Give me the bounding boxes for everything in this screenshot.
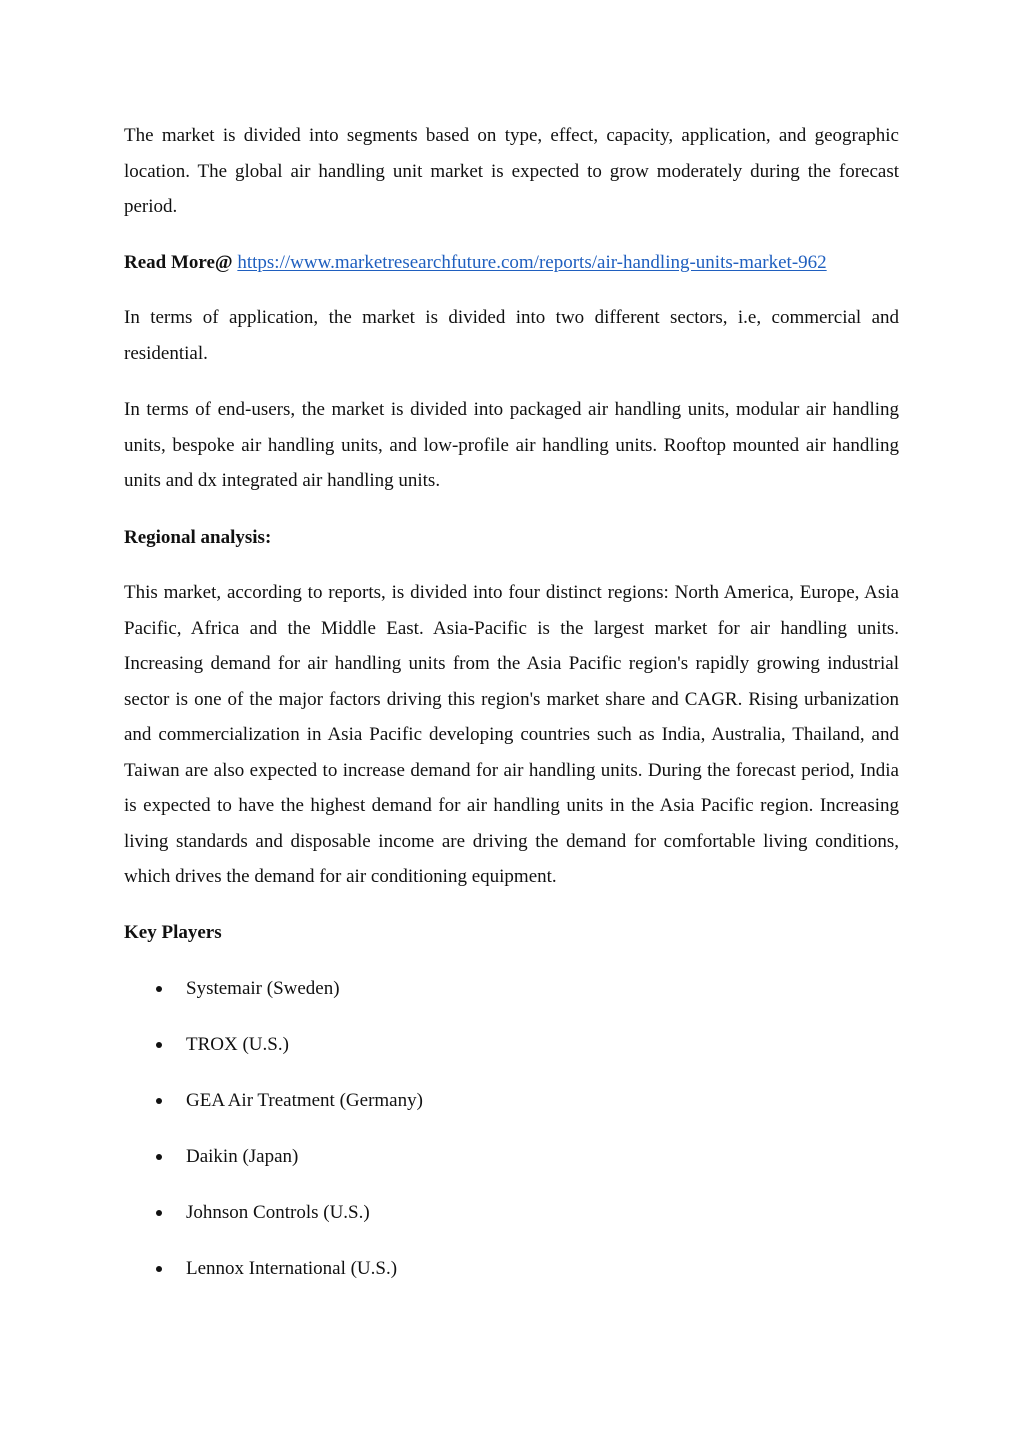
bullet-icon <box>156 1098 162 1104</box>
list-item <box>124 1251 899 1287</box>
list-item <box>124 1195 899 1231</box>
key-players-heading: Key Players <box>124 921 222 943</box>
bullet-icon <box>156 1042 162 1048</box>
regional-analysis-heading: Regional analysis: <box>124 526 272 548</box>
player-name: Systemair (Sweden) <box>186 977 340 999</box>
report-link[interactable]: https://www.marketresearchfuture.com/reports/air-handling-units-market-962 <box>237 251 827 273</box>
player-name: Daikin (Japan) <box>186 1145 299 1167</box>
list-item <box>124 1139 899 1175</box>
list-item <box>124 1027 899 1063</box>
bullet-icon <box>156 1210 162 1216</box>
bullet-icon <box>156 986 162 992</box>
read-more-label: Read More@ <box>124 251 233 273</box>
bullet-icon <box>156 1154 162 1160</box>
read-more-line <box>124 245 899 281</box>
list-item <box>124 1083 899 1119</box>
document-page <box>124 118 899 1286</box>
intro-paragraph: The market is divided into segments based on type, effect, capacity, application, and geographic location. The global air handling unit market is expected to grow moderately during the forecast period. <box>124 125 899 217</box>
key-players-list <box>124 971 899 1287</box>
player-name: GEA Air Treatment (Germany) <box>186 1089 423 1111</box>
player-name: Lennox International (U.S.) <box>186 1257 398 1279</box>
player-name: Johnson Controls (U.S.) <box>186 1201 370 1223</box>
bullet-icon <box>156 1266 162 1272</box>
regional-analysis-paragraph: This market, according to reports, is divided into four distinct regions: North America, Europe, Asia Pacific, Africa and the Middle East. Asia-Pacific is the largest market for air handling units. Increasing demand for air handling units from the Asia Pacific region's rapidly growing industrial sector is one of the major factors driving this region's market share and CAGR. Rising urbanization and commercialization in Asia Pacific developing countries such as India, Australia, Thailand, and Taiwan are also expected to increase demand for air handling units. During the forecast period, India is expected to have the highest demand for air handling units in the Asia Pacific region. Increasing living standards and disposable income are driving the demand for comfortable living conditions, which drives the demand for air conditioning equipment. <box>124 582 899 887</box>
list-item <box>124 971 899 1007</box>
player-name: TROX (U.S.) <box>186 1033 289 1055</box>
application-paragraph: In terms of application, the market is divided into two different sectors, i.e, commercial and residential. <box>124 307 899 364</box>
end-users-paragraph: In terms of end-users, the market is divided into packaged air handling units, modular air handling units, bespoke air handling units, and low-profile air handling units. Rooftop mounted air handling units and dx integrated air handling units. <box>124 399 899 491</box>
